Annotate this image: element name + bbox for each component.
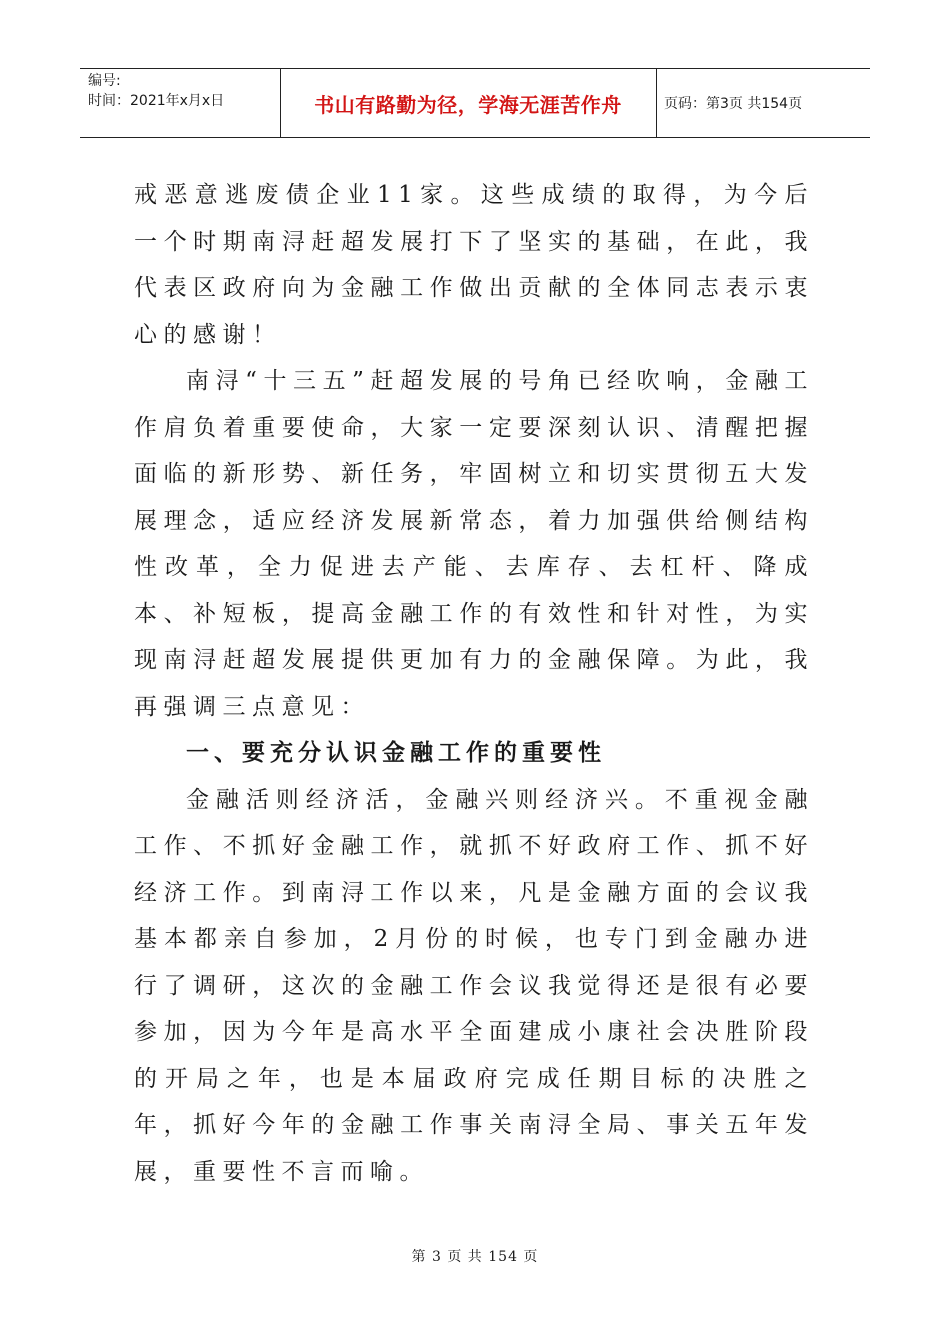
paragraph-3: 金融活则经济活，金融兴则经济兴。不重视金融工作、不抓好金融工作，就抓不好政府工作、抓不好经济工作。到南浔工作以来，凡是金融方面的会议我基本都亲自参加，2月份的时候，也专门到金融办进行了调研，这次的金融工作会议我觉得还是很有必要参加，因为今年是高水平全面建成小康社会决胜阶段的开局之年，也是本届政府完成任期目标的决胜之年，抓好今年的金融工作事关南浔全局、事关五年发展，重要性不言而喻。 <box>134 786 814 1185</box>
paragraph-1: 戒恶意逃废债企业11家。这些成绩的取得，为今后一个时期南浔赶超发展打下了坚实的基础，在此，我代表区政府向为金融工作做出贡献的全体同志表示衷心的感谢！ <box>134 182 814 348</box>
serial-label: 编号: <box>88 73 121 89</box>
header-page-info: 页码：第3页 共154页 <box>664 96 803 112</box>
document-body <box>134 172 814 1195</box>
header-motto: 书山有路勤为径，学海无涯苦作舟 <box>314 92 622 117</box>
page-footer: 第 3 页 共 154 页 <box>411 1249 539 1265</box>
time-line: 时间：2021年x月x日 <box>88 93 225 109</box>
paragraph-2: 南浔“十三五”赶超发展的号角已经吹响，金融工作肩负着重要使命，大家一定要深刻认识、清醒把握面临的新形势、新任务，牢固树立和切实贯彻五大发展理念，适应经济发展新常态，着力加强供给侧结构性改革，全力促进去产能、去库存、去杠杆、降成本、补短板，提高金融工作的有效性和针对性，为实现南浔赶超发展提供更加有力的金融保障。为此，我再强调三点意见： <box>134 368 814 720</box>
header-left-cell <box>88 71 278 111</box>
section-heading-1: 一、要充分认识金融工作的重要性 <box>186 740 606 766</box>
header-divider <box>656 69 657 137</box>
page-header <box>80 68 870 138</box>
